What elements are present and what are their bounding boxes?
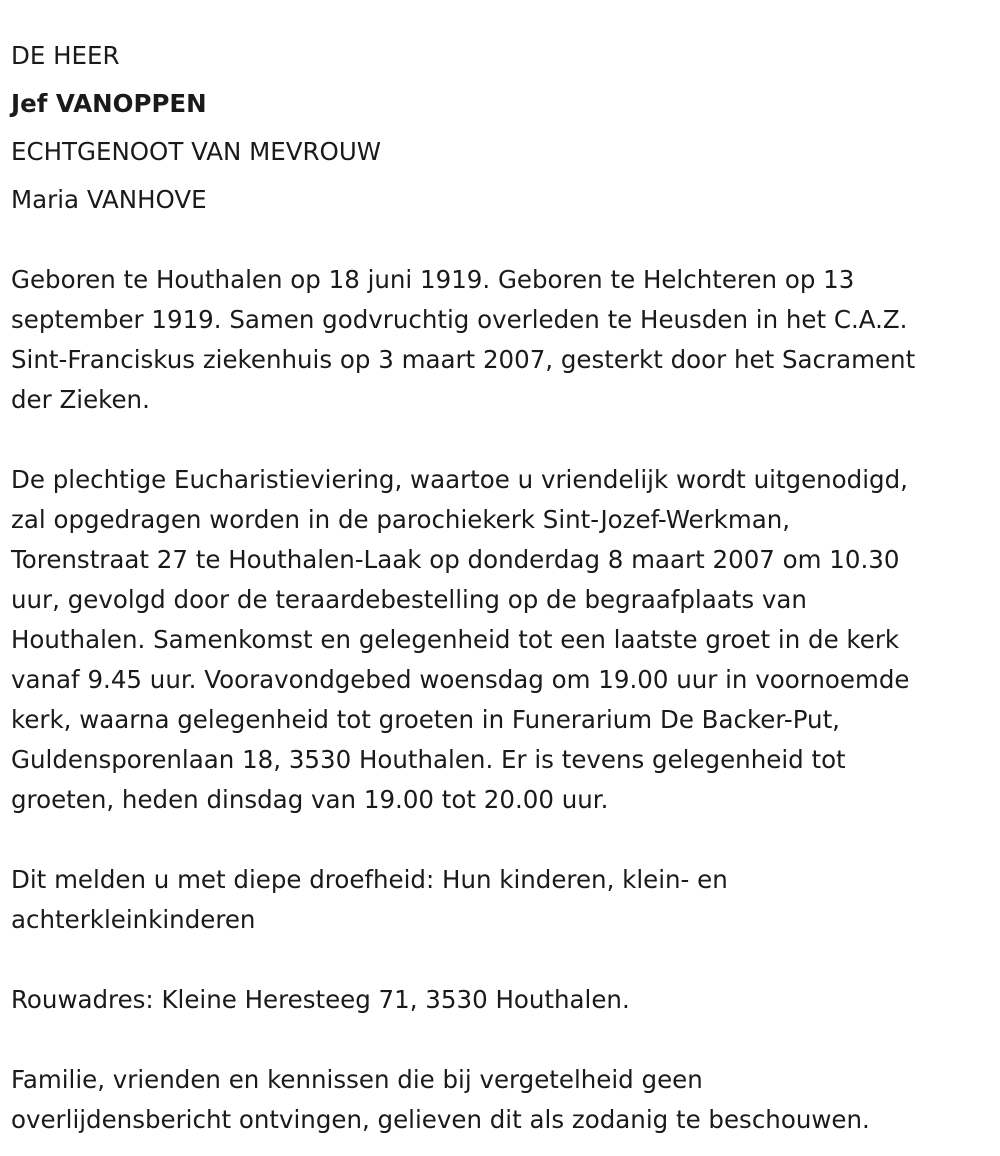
text-line: uur, gevolgd door de teraardebestelling op de begraafplaats van [11, 585, 807, 614]
text-line: september 1919. Samen godvruchtig overleden te Heusden in het C.A.Z. [11, 305, 908, 334]
text-line: kerk, waarna gelegenheid tot groeten in Funerarium De Backer-Put, [11, 705, 840, 734]
closing-paragraph [11, 1060, 915, 1140]
text-line: Houthalen. Samenkomst en gelegenheid tot een laatste groet in de kerk [11, 625, 900, 654]
family-paragraph [11, 860, 915, 940]
text-line: Guldensporenlaan 18, 3530 Houthalen. Er is tevens gelegenheid tot [11, 745, 846, 774]
birth-death-paragraph [11, 260, 915, 420]
text-line: Dit melden u met diepe droefheid: Hun kinderen, klein- en [11, 865, 728, 894]
text-line: Familie, vrienden en kennissen die bij vergetelheid geen [11, 1065, 703, 1094]
text-line: der Zieken. [11, 385, 150, 414]
text-line: Geboren te Houthalen op 18 juni 1919. Geboren te Helchteren op 13 [11, 265, 855, 294]
spouse-name: Maria VANHOVE [11, 185, 207, 214]
body-text [11, 260, 915, 1140]
text-line: vanaf 9.45 uur. Vooravondgebed woensdag om 19.00 uur in voornoemde [11, 665, 910, 694]
deceased-name: Jef VANOPPEN [11, 89, 207, 118]
text-line: groeten, heden dinsdag van 19.00 tot 20.00 uur. [11, 785, 609, 814]
address-paragraph [11, 980, 915, 1020]
death-notice [11, 36, 915, 1140]
text-line: Rouwadres: Kleine Heresteeg 71, 3530 Houthalen. [11, 985, 630, 1014]
title: DE HEER [11, 41, 120, 70]
relation: ECHTGENOOT VAN MEVROUW [11, 137, 382, 166]
text-line: achterkleinkinderen [11, 905, 256, 934]
text-line: overlijdensbericht ontvingen, gelieven dit als zodanig te beschouwen. [11, 1105, 870, 1134]
text-line: Sint-Franciskus ziekenhuis op 3 maart 2007, gesterkt door het Sacrament [11, 345, 916, 374]
text-line: zal opgedragen worden in de parochiekerk Sint-Jozef-Werkman, [11, 505, 791, 534]
ceremony-paragraph [11, 460, 915, 820]
text-line: De plechtige Eucharistieviering, waartoe u vriendelijk wordt uitgenodigd, [11, 465, 908, 494]
text-line: Torenstraat 27 te Houthalen-Laak op donderdag 8 maart 2007 om 10.30 [11, 545, 900, 574]
